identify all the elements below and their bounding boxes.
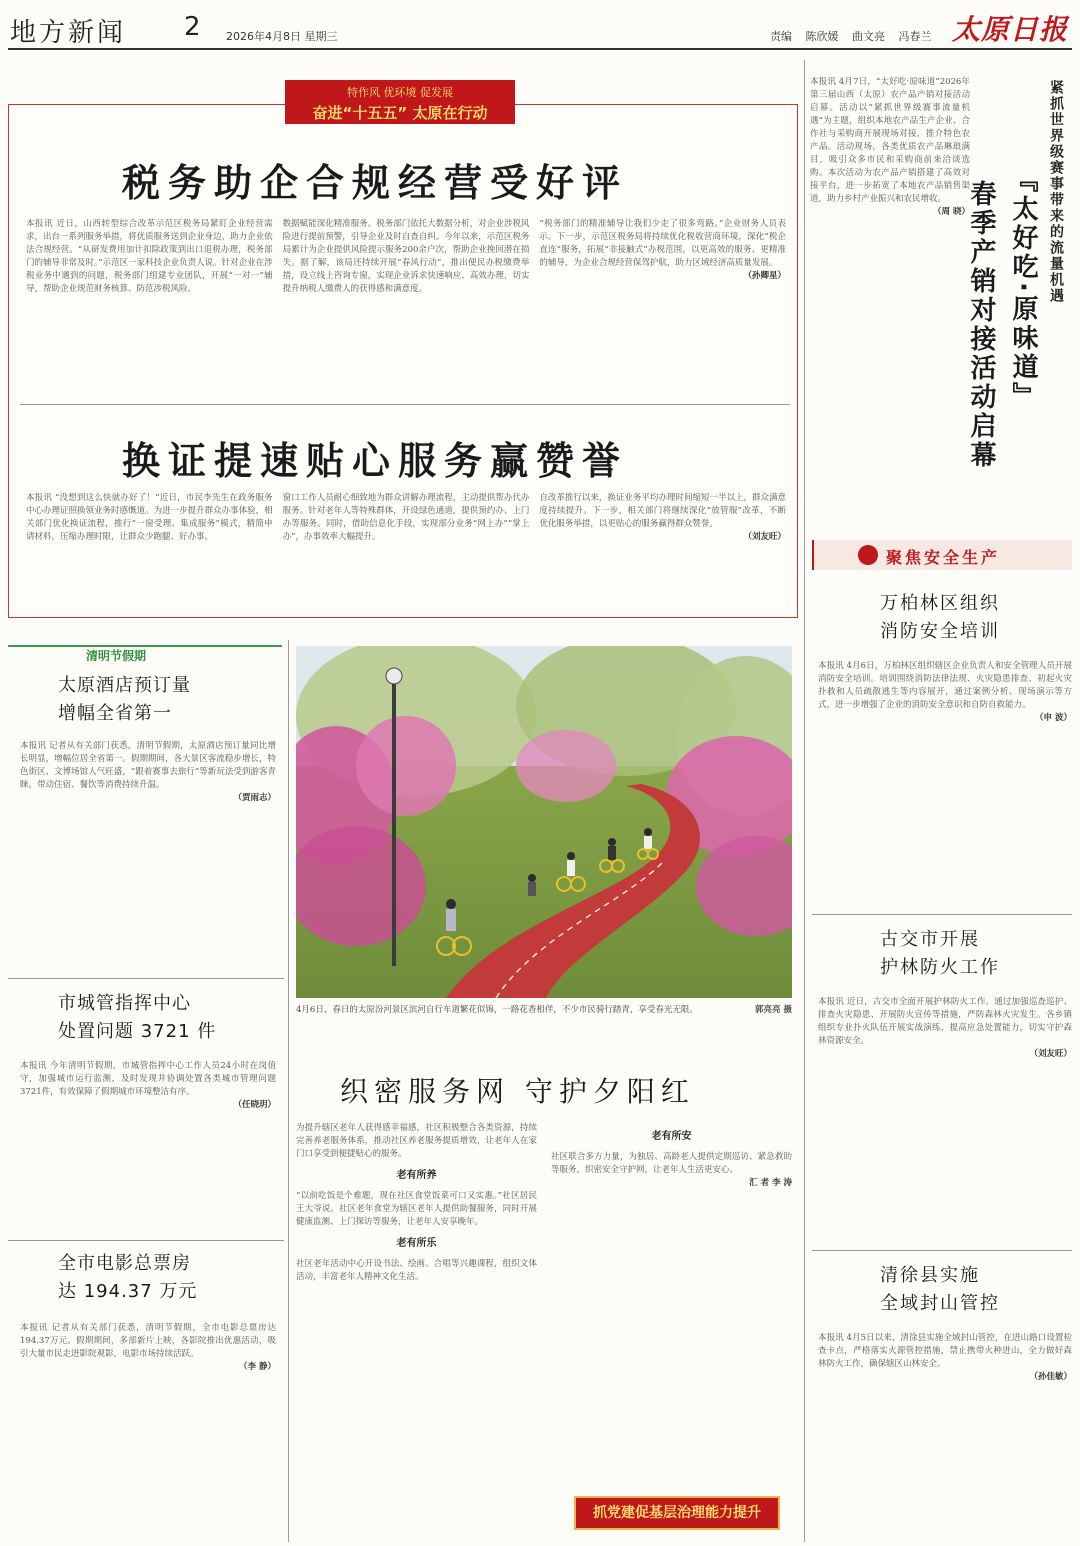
holiday-1-title-line-2: 增幅全省第一: [58, 703, 172, 724]
safety-3-title-line-1: 清徐县实施: [880, 1265, 980, 1286]
safety-1-title: [880, 590, 1000, 646]
mid-article-body-2: 社区老年活动中心开设书法、绘画、合唱等兴趣课程，组织文体活动，丰富老年人精神文化生活。: [296, 1259, 537, 1282]
article-1-col-2: 数据赋能深化精准服务。税务部门依托大数据分析，对企业涉税风险进行提前预警，引导企业及时自查自纠。今年以来，示范区税务局累计为企业提供风险提示服务200余户次，帮助企业挽回潜在损失。据了解，该局还持续开展“春风行动”，推出便民办税缴费举措，设立线上咨询专窗，实现企业诉求快速响应、高效办理，切实提升纳税人缴费人的获得感和满意度。: [282, 219, 530, 294]
divider: [812, 1250, 1072, 1251]
safety-3-author: （孙佳敏）: [1029, 1372, 1072, 1382]
article-2-headline: 换证提速贴心服务赢赞誉: [122, 439, 629, 483]
safety-3-text: 本报讯 4月5日以来，清徐县实施全域封山管控，在进山路口设置检查卡点，严格落实火源管控措施，禁止携带火种进山，全力做好森林防火工作，确保辖区山林安全。: [818, 1333, 1072, 1369]
banner-line-1: 特作风 优环境 促发展: [347, 86, 453, 99]
safety-1-title-line-2: 消防安全培训: [880, 621, 1000, 642]
safety-2-body: [818, 996, 1072, 1244]
holiday-1-title: [58, 672, 191, 728]
holiday-1-title-line-1: 太原酒店预订量: [58, 675, 191, 696]
holiday-3-text: 本报讯 记者从有关部门获悉，清明节假期，全市电影总票房达194.37万元。假期期间，多部新片上映，各影院推出优惠活动，吸引大量市民走进影院观影，电影市场持续活跃。: [20, 1323, 276, 1359]
holiday-3-author: （李 静）: [239, 1362, 276, 1372]
holiday-2-author: （任晓玥）: [233, 1100, 276, 1110]
safety-section-header: [812, 540, 1072, 570]
right-feature-body: [810, 76, 970, 496]
article-1-col-1: 本报讯 近日，山西转型综合改革示范区税务局紧盯企业经营需求，出台一系列服务举措，将优质服务送到企业身边，助力企业依法合规经营。“从研发费用加计扣除政策到出口退税办理，税务部门的辅导非常及时。”示范区一家科技企业负责人说。针对企业在涉税业务中遇到的问题，税务部门组建专业团队，开展“一对一”辅导，帮助企业规范财务核算、防范涉税风险。: [26, 219, 273, 294]
column-divider: [288, 640, 289, 1542]
divider: [8, 1240, 284, 1241]
right-feature-title-b: 春季产销对接活动启幕: [966, 180, 996, 470]
safety-1-title-line-1: 万柏林区组织: [880, 593, 1000, 614]
editor-credits: 责编 陈欣媛 曲文亮 冯春兰: [770, 30, 932, 43]
article-1-col-3: [539, 218, 786, 390]
holiday-3-title: [58, 1250, 197, 1306]
cycling-path-photo: [296, 646, 792, 998]
divider: [812, 914, 1072, 915]
mid-article-col-2: [551, 1122, 792, 1542]
photo-caption-text: 4月6日，春日的太原汾河景区滨河自行车道繁花似锦，一路花香相伴，不少市民骑行踏青，享受春光无限。: [296, 1005, 698, 1015]
right-feature-author: （周 晓）: [933, 207, 970, 217]
holiday-3-title-line-1: 全市电影总票房: [58, 1253, 191, 1274]
masthead: [8, 8, 1072, 50]
article-2-col-3: [539, 492, 786, 604]
article-1-headline: 税务助企合规经营受好评: [122, 161, 629, 205]
safety-1-author: （申 波）: [1035, 713, 1072, 723]
article-1-author: （孙卿星）: [743, 271, 787, 281]
article-2-body: [26, 492, 786, 604]
holiday-1-text: 本报讯 记者从有关部门获悉，清明节假期，太原酒店预订量同比增长明显，增幅位居全省第一。假期期间，各大景区客流稳步增长，特色街区、文博场馆人气旺盛，“跟着赛事去旅行”等新玩法受到游客青睐，带动住宿、餐饮等消费持续升温。: [20, 741, 276, 790]
safety-3-body: [818, 1332, 1072, 1540]
emblem-icon: [858, 545, 878, 565]
article-2-col-3-text: 自改革推行以来，换证业务平均办理时间缩短一半以上，群众满意度持续提升。下一步，相关部门将继续深化“放管服”改革，不断优化服务举措，以更贴心的服务赢得群众赞誉。: [539, 493, 787, 529]
mid-article-intro: 为提升辖区老年人获得感幸福感，社区积极整合各类资源，持续完善养老服务体系，推动社区养老服务提质增效，让老年人在家门口享受到便捷贴心的服务。: [296, 1123, 537, 1159]
right-feature-text: 本报讯 4月7日，“太好吃·原味道”2026年第三届山西（太原）农产品产销对接活动启幕。活动以“紧抓世界级赛事流量机遇”为主题，组织本地农产品生产企业、合作社与采购商开展现场对接，推介特色农产品。活动现场，各类优质农产品琳琅满目，吸引众多市民和采购商前来洽谈选购。本次活动为农产品产销搭建了高效对接平台，进一步拓宽了本地农产品销售渠道，助力乡村产业振兴和农民增收。: [810, 77, 970, 204]
photo-credit: 郭亮亮 摄: [755, 1005, 792, 1015]
safety-2-title: [880, 926, 1000, 982]
safety-1-body: [818, 660, 1072, 910]
safety-2-title-line-1: 古交市开展: [880, 929, 980, 950]
article-1-body: [26, 218, 786, 390]
column-divider: [804, 60, 805, 1542]
mid-article-body: [296, 1122, 792, 1542]
safety-section-label: 聚焦安全生产: [886, 548, 1001, 567]
right-feature: [810, 70, 1072, 500]
safety-2-title-line-2: 护林防火工作: [880, 957, 1000, 978]
article-1-col-3-text: “税务部门的精准辅导让我们少走了很多弯路。”企业财务人员表示。下一步，示范区税务局将持续优化税收营商环境，深化“税企直连”服务，拓展“非接触式”办税范围，以更高效的服务、更精准的辅导，为企业合规经营保驾护航，助力区域经济高质量发展。: [539, 219, 787, 268]
holiday-2-title: [58, 990, 216, 1046]
right-feature-subtitle: 紧抓世界级赛事带来的流量机遇: [1048, 80, 1064, 304]
holiday-3-body: [20, 1322, 276, 1540]
mid-article-headline: 织密服务网 守护夕阳红: [340, 1075, 695, 1108]
divider: [20, 404, 790, 405]
article-2-col-1: 本报讯 “没想到这么快就办好了！”近日，市民李先生在政务服务中心办理证照换领业务时感慨道。为进一步提升群众办事体验，相关部门优化换证流程，推行“一窗受理、集成服务”模式，精简申请材料，压缩办理时限，让群众少跑腿、好办事。: [26, 493, 273, 542]
right-feature-title-a: 『太好吃·原味道』: [1008, 166, 1038, 411]
holiday-2-title-line-1: 市城管指挥中心: [58, 993, 191, 1014]
safety-2-text: 本报讯 近日，古交市全面开展护林防火工作。通过加强巡查巡护、排查火灾隐患、开展防火宣传等措施，严防森林火灾发生。各乡镇组织专业扑火队伍开展实战演练，提高应急处置能力，切实守护森林资源安全。: [818, 997, 1072, 1046]
mid-article-subhead-1: 老有所养: [396, 1170, 437, 1181]
safety-1-text: 本报讯 4月6日，万柏林区组织辖区企业负责人和安全管理人员开展消防安全培训。培训围绕消防法律法规、火灾隐患排查、初起火灾扑救和人员疏散逃生等内容展开，通过案例分析、现场演示等方式，进一步增强了企业的消防安全意识和自防自救能力。: [818, 661, 1072, 710]
safety-3-title-line-2: 全域封山管控: [880, 1293, 1000, 1314]
article-2-author: （刘友旺）: [743, 532, 787, 542]
safety-2-author: （刘友旺）: [1029, 1049, 1072, 1059]
mid-article-subhead-3: 老有所安: [651, 1131, 692, 1142]
campaign-banner: [285, 80, 515, 124]
photo-caption: [296, 1004, 792, 1017]
newspaper-logo: 太原日报: [951, 13, 1068, 46]
section-title: 地方新闻: [10, 18, 127, 48]
page-number: 2: [184, 12, 201, 42]
party-building-slogan: 抓党建促基层治理能力提升: [574, 1496, 780, 1530]
mid-article-author: 汇 者 李 涛: [749, 1178, 792, 1188]
mid-article-body-3: 社区联合多方力量，为独居、高龄老人提供定期巡访、紧急救助等服务，织密安全守护网，让老年人生活更安心。: [551, 1152, 792, 1175]
holiday-2-body: [20, 1060, 276, 1236]
holiday-1-body: [20, 740, 276, 966]
holiday-2-title-line-2: 处置问题 3721 件: [58, 1021, 217, 1042]
holiday-2-text: 本报讯 今年清明节假期，市城管指挥中心工作人员24小时在岗值守，加强城市运行监测，及时发现并协调处置各类城市管理问题3721件，有效保障了假期城市环境整洁有序。: [20, 1061, 276, 1097]
divider: [8, 978, 284, 979]
holiday-1-author: （贾雨志）: [233, 793, 276, 803]
article-2-col-2: 窗口工作人员耐心细致地为群众讲解办理流程，主动提供帮办代办服务。针对老年人等特殊群体，开设绿色通道，提供预约办、上门办等服务。同时，借助信息化手段，实现部分业务“网上办”“掌上办”，办事效率大幅提升。: [282, 493, 530, 542]
mid-article-col-1: [296, 1122, 537, 1542]
holiday-3-title-line-2: 达 194.37 万元: [58, 1281, 198, 1302]
safety-3-title: [880, 1262, 1000, 1318]
banner-line-2: 奋进“十五五” 太原在行动: [312, 104, 488, 122]
mid-article-subhead-2: 老有所乐: [396, 1238, 437, 1249]
holiday-section-label: 清明节假期: [86, 649, 147, 663]
cycling-path-photo-image: [296, 646, 792, 998]
issue-date: 2026年4月8日 星期三: [226, 30, 338, 43]
holiday-section-header: [8, 645, 282, 663]
mid-article-body-1: “以前吃饭是个难题，现在社区食堂饭菜可口又实惠。”社区居民王大爷说。社区老年食堂为辖区老年人提供助餐服务，同时开展健康监测、上门探访等服务，让老年人安享晚年。: [296, 1191, 537, 1227]
